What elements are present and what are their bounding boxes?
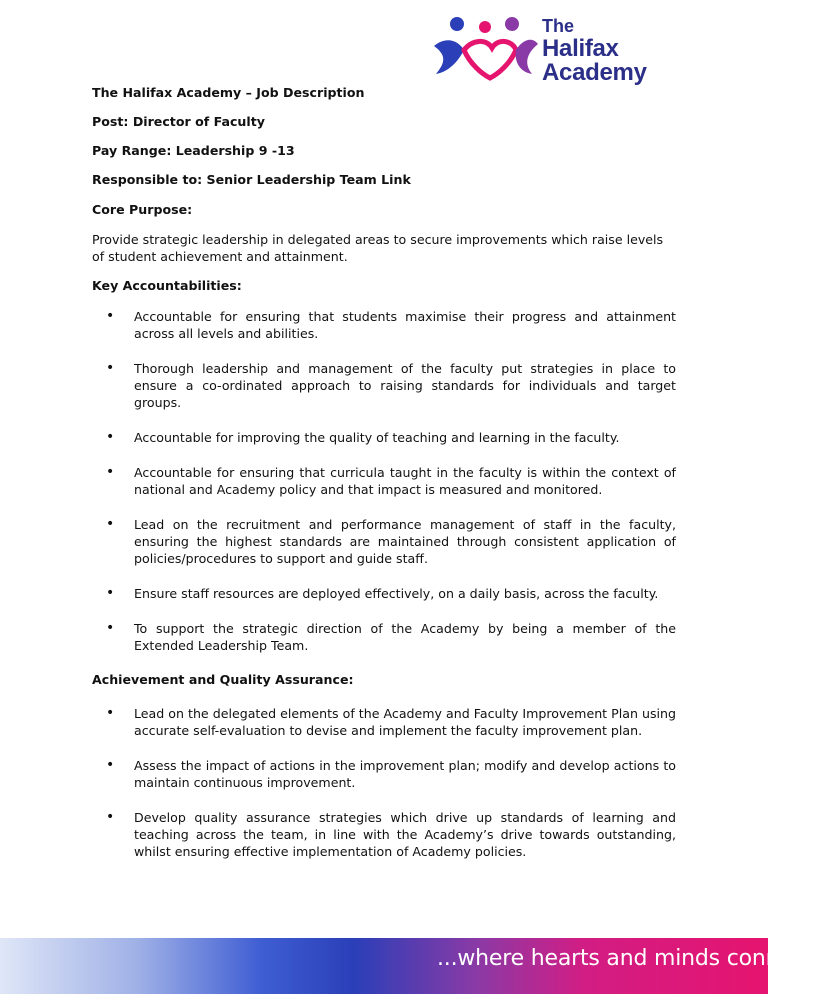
core-purpose-heading: Core Purpose: [92,202,193,217]
bullet-icon: • [106,429,115,445]
key-accountabilities-heading: Key Accountabilities: [92,278,242,293]
bullet-icon: • [106,464,115,480]
bullet-icon: • [106,360,115,376]
list-item: • Develop quality assurance strategies which drive up standards of learning and teaching across the team, in line with the Academy’s drive towards outstanding, whilst ensuring effective implementation of Academy policies. [106,809,676,859]
list-item: • Lead on the delegated elements of the Academy and Faculty Improvement Plan using accurate self-evaluation to devise and implement the faculty improvement plan. [106,705,676,738]
bullet-icon: • [106,308,115,324]
list-item: • Accountable for ensuring that students maximise their progress and attainment across all levels and abilities. [106,308,676,341]
key-accountabilities-list [92,308,676,654]
pay-range-line: Pay Range: Leadership 9 -13 [92,143,295,158]
bullet-icon: • [106,757,115,773]
job-description-body [92,78,676,860]
achievement-list [92,705,676,860]
list-item: • Assess the impact of actions in the improvement plan; modify and develop actions to maintain continuous improvement. [106,757,676,790]
achievement-heading: Achievement and Quality Assurance: [92,672,354,687]
list-item: • Accountable for improving the quality of teaching and learning in the faculty. [106,429,620,445]
footer-tagline: ...where hearts and minds connect [437,946,813,971]
post-line: Post: Director of Faculty [92,114,265,129]
list-item: • Accountable for ensuring that curricula taught in the faculty is within the context of national and Academy policy and that impact is measured and monitored. [106,464,676,497]
footer-banner [0,938,813,994]
bullet-icon: • [106,516,115,532]
responsible-to-line: Responsible to: Senior Leadership Team Link [92,172,411,187]
bullet-icon: • [106,585,115,601]
list-item: • To support the strategic direction of the Academy by being a member of the Extended Leadership Team. [106,620,676,653]
bullet-icon: • [106,809,115,825]
list-item: • Ensure staff resources are deployed effectively, on a daily basis, across the faculty. [106,585,659,601]
academy-logo [428,14,720,86]
core-purpose-text: Provide strategic leadership in delegated areas to secure improvements which raise levels of student achievement and attainment. [92,232,664,264]
list-item: • Lead on the recruitment and performance management of staff in the faculty, ensuring the highest standards are maintained through consistent application of policies/procedures to support and guide staff. [106,516,676,566]
logo-line1: The [542,16,575,36]
bullet-icon: • [106,705,115,721]
logo-wordmark [542,17,720,85]
hearts-figures-icon [428,14,540,82]
logo-line2: Halifax Academy [542,35,647,86]
document-title: The Halifax Academy – Job Description [92,85,365,100]
list-item: • Thorough leadership and management of the faculty put strategies in place to ensure a co-ordinated approach to raising standards for individuals and target groups. [106,360,676,410]
bullet-icon: • [106,620,115,636]
